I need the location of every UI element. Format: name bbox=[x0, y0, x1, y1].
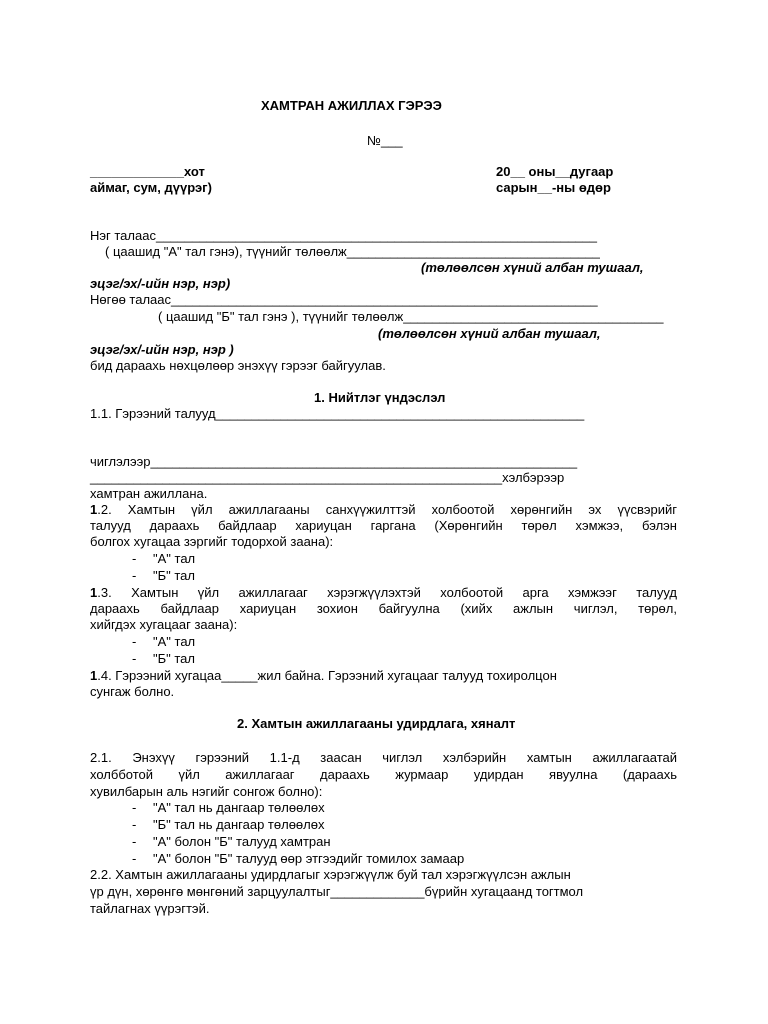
clause-2-2-line3: тайлагнах үүрэгтэй. bbox=[90, 901, 210, 916]
date-note: сарын__-ны өдөр bbox=[496, 180, 611, 195]
document-title: ХАМТРАН АЖИЛЛАХ ГЭРЭЭ bbox=[261, 98, 442, 113]
party-a-note: (төлөөлсөн хүний албан тушаал, bbox=[421, 260, 644, 275]
party-b-line: Нөгөө талаас___________________________________________________________ bbox=[90, 292, 598, 307]
clause-2-1-line1: 2.1. Энэхүү гэрээний 1.1-д заасан чиглэл хэлбэрийн хамтын ажиллагаатай bbox=[90, 750, 677, 765]
section2-heading: 2. Хамтын ажиллагааны удирдлага, хяналт bbox=[237, 716, 516, 731]
party-b-note2: эцэг/эх/-ийн нэр, нэр ) bbox=[90, 342, 234, 357]
clause-1-2-line1: 1.2. Хамтын үйл ажиллагааны санхүүжилттэй холбоотой хөрөнгийн эх үүсвэрийг bbox=[90, 502, 677, 517]
clause-1-3-line3: хийгдэх хугацааг заана): bbox=[90, 617, 238, 632]
clause-1-3-line2: дараахь байдлаар хариуцан зохион байгуулна (хийх ажлын чиглэл, төрөл, bbox=[90, 601, 677, 616]
clause-1-1-end: хамтран ажиллана. bbox=[90, 486, 208, 501]
clause-1-1-direction: чиглэлээр___________________________________________________________ bbox=[90, 454, 578, 469]
location-line: _____________хот bbox=[90, 164, 205, 179]
clause-2-1-line3: хувилбарын аль нэгийг сонгож болно): bbox=[90, 784, 323, 799]
clause-2-2-line2: үр дүн, хөрөнгө мөнгөний зарцуулалтыг_____________бүрийн хугацаанд тогтмол bbox=[90, 884, 584, 899]
clause-1-2-line2: талууд дараахь байдлаар хариуцан гаргана (Хөрөнгийн төрөл хэмжээ, бэлэн bbox=[90, 518, 677, 533]
party-a-line: Нэг талаас_____________________________________________________________ bbox=[90, 228, 597, 243]
clause-2-1-line2: холбботой үйл ажиллагааг дараахь журмаар удирдан явуулна (дараахь bbox=[90, 767, 677, 782]
date-line: 20__ оны__дугаар bbox=[496, 164, 614, 179]
clause-1-1: 1.1. Гэрээний талууд___________________________________________________ bbox=[90, 406, 585, 421]
closing-statement: бид дараахь нөхцөлөөр энэхүү гэрээг байгуулав. bbox=[90, 358, 386, 373]
party-b-sub: ( цаашид "Б" тал гэнэ ), түүнийг төлөөлж____________________________________ bbox=[158, 309, 664, 324]
clause-1-4-line1: 1.4. Гэрээний хугацаа_____жил байна. Гэрээний хугацааг талууд тохиролцон bbox=[90, 668, 557, 683]
clause-2-2-line1: 2.2. Хамтын ажиллагааны удирдлагыг хэрэгжүүлж буй тал хэрэгжүүлсэн ажлын bbox=[90, 867, 571, 882]
party-a-sub: ( цаашид "А" тал гэнэ), түүнийг төлөөлж___________________________________ bbox=[105, 244, 600, 259]
party-b-note: (төлөөлсөн хүний албан тушаал, bbox=[378, 326, 601, 341]
clause-1-4-line2: сунгаж болно. bbox=[90, 684, 175, 699]
document-number: №___ bbox=[367, 133, 403, 148]
party-a-note2: эцэг/эх/-ийн нэр, нэр) bbox=[90, 276, 231, 291]
clause-1-1-form: _________________________________________________________хэлбэрээр bbox=[90, 470, 565, 485]
section1-heading: 1. Нийтлэг үндэслэл bbox=[314, 390, 446, 405]
clause-1-3-line1: 1.3. Хамтын үйл ажиллагааг хэрэгжүүлэхтэй холбоотой арга хэмжээг талууд bbox=[90, 585, 677, 600]
location-note: аймаг, сум, дүүрэг) bbox=[90, 180, 212, 195]
clause-1-2-line3: болгох хугацаа зэргийг тодорхой заана): bbox=[90, 534, 334, 549]
